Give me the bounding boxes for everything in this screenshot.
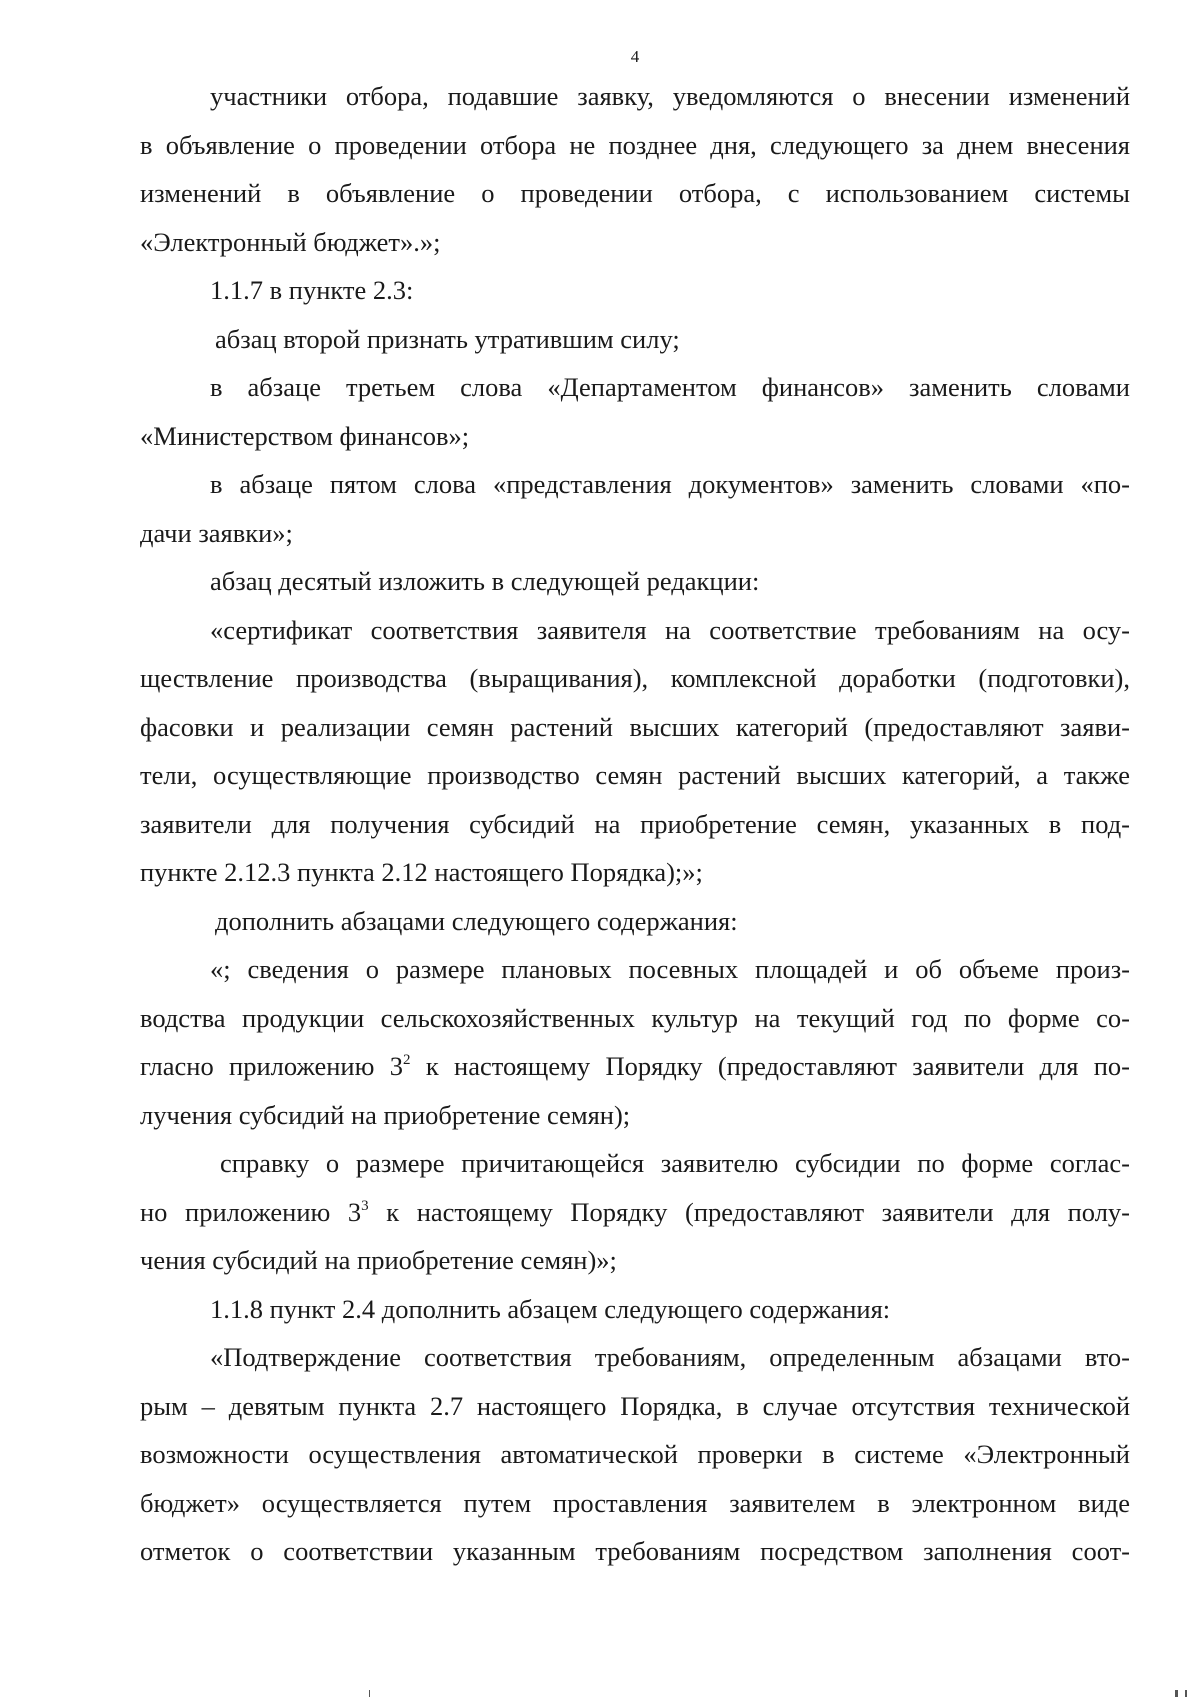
- text-line: пункте 2.12.3 пункта 2.12 настоящего Порядка);»;: [140, 857, 703, 887]
- text-segment: гласно приложению 3: [140, 1051, 403, 1081]
- text-line: чения субсидий на приобретение семян)»;: [140, 1245, 617, 1275]
- text-line: [140, 1042, 1130, 1091]
- page-number: 4: [630, 47, 640, 66]
- text-line: изменений в объявление о проведении отбора, с использованием системы: [140, 178, 1130, 208]
- document-body: [140, 72, 1130, 1576]
- text-line: 1.1.8 пункт 2.4 дополнить абзацем следующего содержания:: [210, 1293, 891, 1324]
- text-line: абзац второй признать утратившим силу;: [215, 323, 680, 354]
- text-line: «Подтверждение соответствия требованиям, определенным абзацами вто-: [210, 1342, 1130, 1372]
- text-line: фасовки и реализации семян растений высших категорий (предоставляют заяви-: [140, 711, 1130, 742]
- scan-mark: [1185, 1690, 1187, 1697]
- text-line: «; сведения о размере плановых посевных площадей и об объеме произ-: [210, 954, 1130, 984]
- superscript: 3: [361, 1197, 369, 1214]
- text-line: дополнить абзацами следующего содержания:: [215, 905, 738, 936]
- text-line: в объявление о проведении отбора не позднее дня, следующего за днем внесения: [140, 129, 1130, 160]
- text-line: отметок о соответствии указанным требованиям посредством заполнения соот-: [140, 1536, 1130, 1566]
- text-line: бюджет» осуществляется путем проставления заявителем в электронном виде: [140, 1487, 1130, 1518]
- text-line: участники отбора, подавшие заявку, уведомляются о внесении изменений: [210, 81, 1130, 111]
- text-segment: к настоящему Порядку (предоставляют заявители для полу-: [368, 1196, 1130, 1227]
- text-line: тели, осуществляющие производство семян растений высших категорий, а также: [140, 760, 1130, 790]
- text-line: рым – девятым пункта 2.7 настоящего Порядка, в случае отсутствия технической: [140, 1390, 1130, 1421]
- text-line: «Электронный бюджет».»;: [140, 226, 441, 257]
- superscript: 2: [402, 1052, 411, 1068]
- text-line: 1.1.7 в пункте 2.3:: [210, 275, 414, 305]
- text-line: [140, 1188, 1130, 1237]
- text-line: справку о размере причитающейся заявителю субсидии по форме соглас-: [220, 1148, 1130, 1178]
- text-segment: но приложению 3: [140, 1196, 362, 1227]
- text-line: в абзаце третьем слова «Департаментом финансов» заменить словами: [210, 372, 1130, 402]
- text-line: «Министерством финансов»;: [140, 420, 470, 451]
- text-line: заявители для получения субсидий на приобретение семян, указанных в под-: [140, 808, 1130, 839]
- text-line: лучения субсидий на приобретение семян);: [140, 1099, 631, 1130]
- text-line: в абзаце пятом слова «представления документов» заменить словами «по-: [210, 469, 1130, 499]
- scan-mark: [1175, 1690, 1178, 1697]
- text-line: ществление производства (выращивания), комплексной доработки (подготовки),: [140, 663, 1130, 693]
- text-segment: к настоящему Порядку (предоставляют заявители для по-: [410, 1051, 1131, 1081]
- text-line: дачи заявки»;: [140, 517, 293, 548]
- text-line: абзац десятый изложить в следующей редакции:: [210, 566, 760, 596]
- scan-mark: [369, 1690, 370, 1697]
- text-line: водства продукции сельскохозяйственных культур на текущий год по форме со-: [140, 1002, 1130, 1033]
- text-line: возможности осуществления автоматической проверки в системе «Электронный: [140, 1439, 1130, 1469]
- text-line: «сертификат соответствия заявителя на соответствие требованиям на осу-: [210, 614, 1130, 645]
